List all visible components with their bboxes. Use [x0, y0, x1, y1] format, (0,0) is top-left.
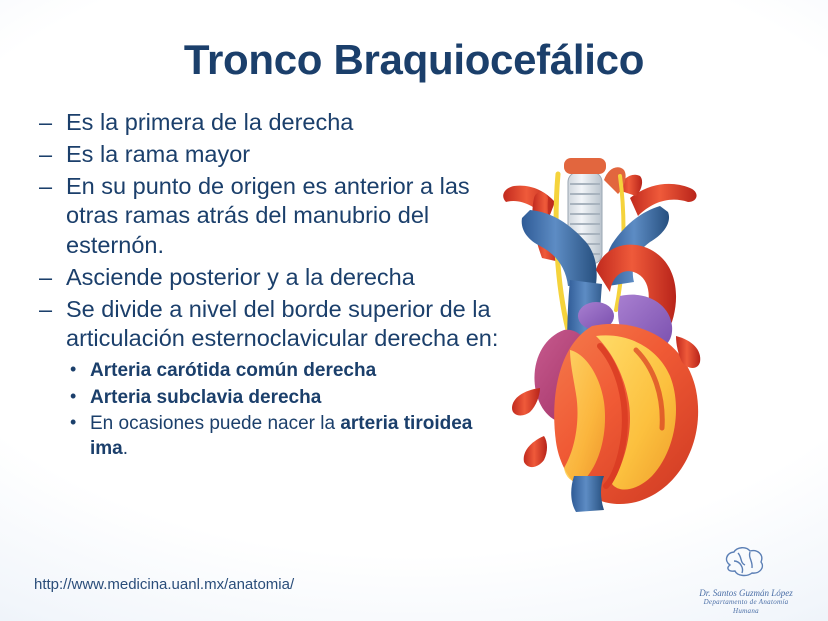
slide-body — [34, 108, 504, 465]
brain-icon — [690, 541, 802, 583]
footer-url[interactable]: http://www.medicina.uanl.mx/anatomia/ — [34, 576, 295, 593]
dash-icon: – — [39, 263, 53, 290]
sub-list-item-text-prefix: En ocasiones puede nacer la — [90, 413, 341, 435]
sub-list-item-text: Arteria subclavia derecha — [90, 386, 322, 408]
list-item-text: Se divide a nivel del borde superior de la articulación esternoclavicular derecha en: — [66, 295, 499, 351]
department-logo — [690, 541, 802, 615]
list-item — [34, 295, 504, 462]
list-item-text: En su punto de origen es anterior a las otras ramas atrás del manubrio del esternón. — [66, 173, 470, 258]
sub-list-item-text-suffix: . — [122, 438, 129, 460]
list-item — [34, 108, 504, 137]
list-item — [34, 140, 504, 169]
heart-anatomy-illustration — [500, 150, 800, 520]
dash-icon: – — [39, 141, 53, 168]
sub-list-item — [66, 386, 504, 411]
page-title: Tronco Braquiocefálico — [183, 36, 645, 83]
sub-bullet-list — [66, 359, 504, 462]
sub-list-item — [66, 412, 504, 461]
sub-list-item-text: Arteria carótida común derecha — [90, 360, 377, 381]
logo-line-1: Dr. Santos Guzmán López — [699, 588, 793, 598]
dash-icon: – — [39, 295, 53, 322]
dash-icon: – — [39, 109, 53, 135]
list-item-text: Asciende posterior y a la derecha — [66, 263, 415, 290]
bullet-dot-icon: • — [70, 385, 77, 406]
dash-icon: – — [39, 173, 53, 200]
list-item — [34, 263, 504, 292]
list-item-text: Es la primera de la derecha — [66, 109, 354, 135]
sub-list-item-text-strong: arteria tiroidea ima — [90, 413, 473, 460]
bullet-list — [34, 108, 504, 462]
logo-line-2: Departamento de Anatomía Humana — [703, 598, 789, 615]
list-item-text: Es la rama mayor — [66, 141, 251, 168]
bullet-dot-icon: • — [70, 412, 77, 433]
list-item — [34, 172, 504, 259]
bullet-dot-icon: • — [70, 359, 77, 379]
sub-list-item — [66, 359, 504, 384]
